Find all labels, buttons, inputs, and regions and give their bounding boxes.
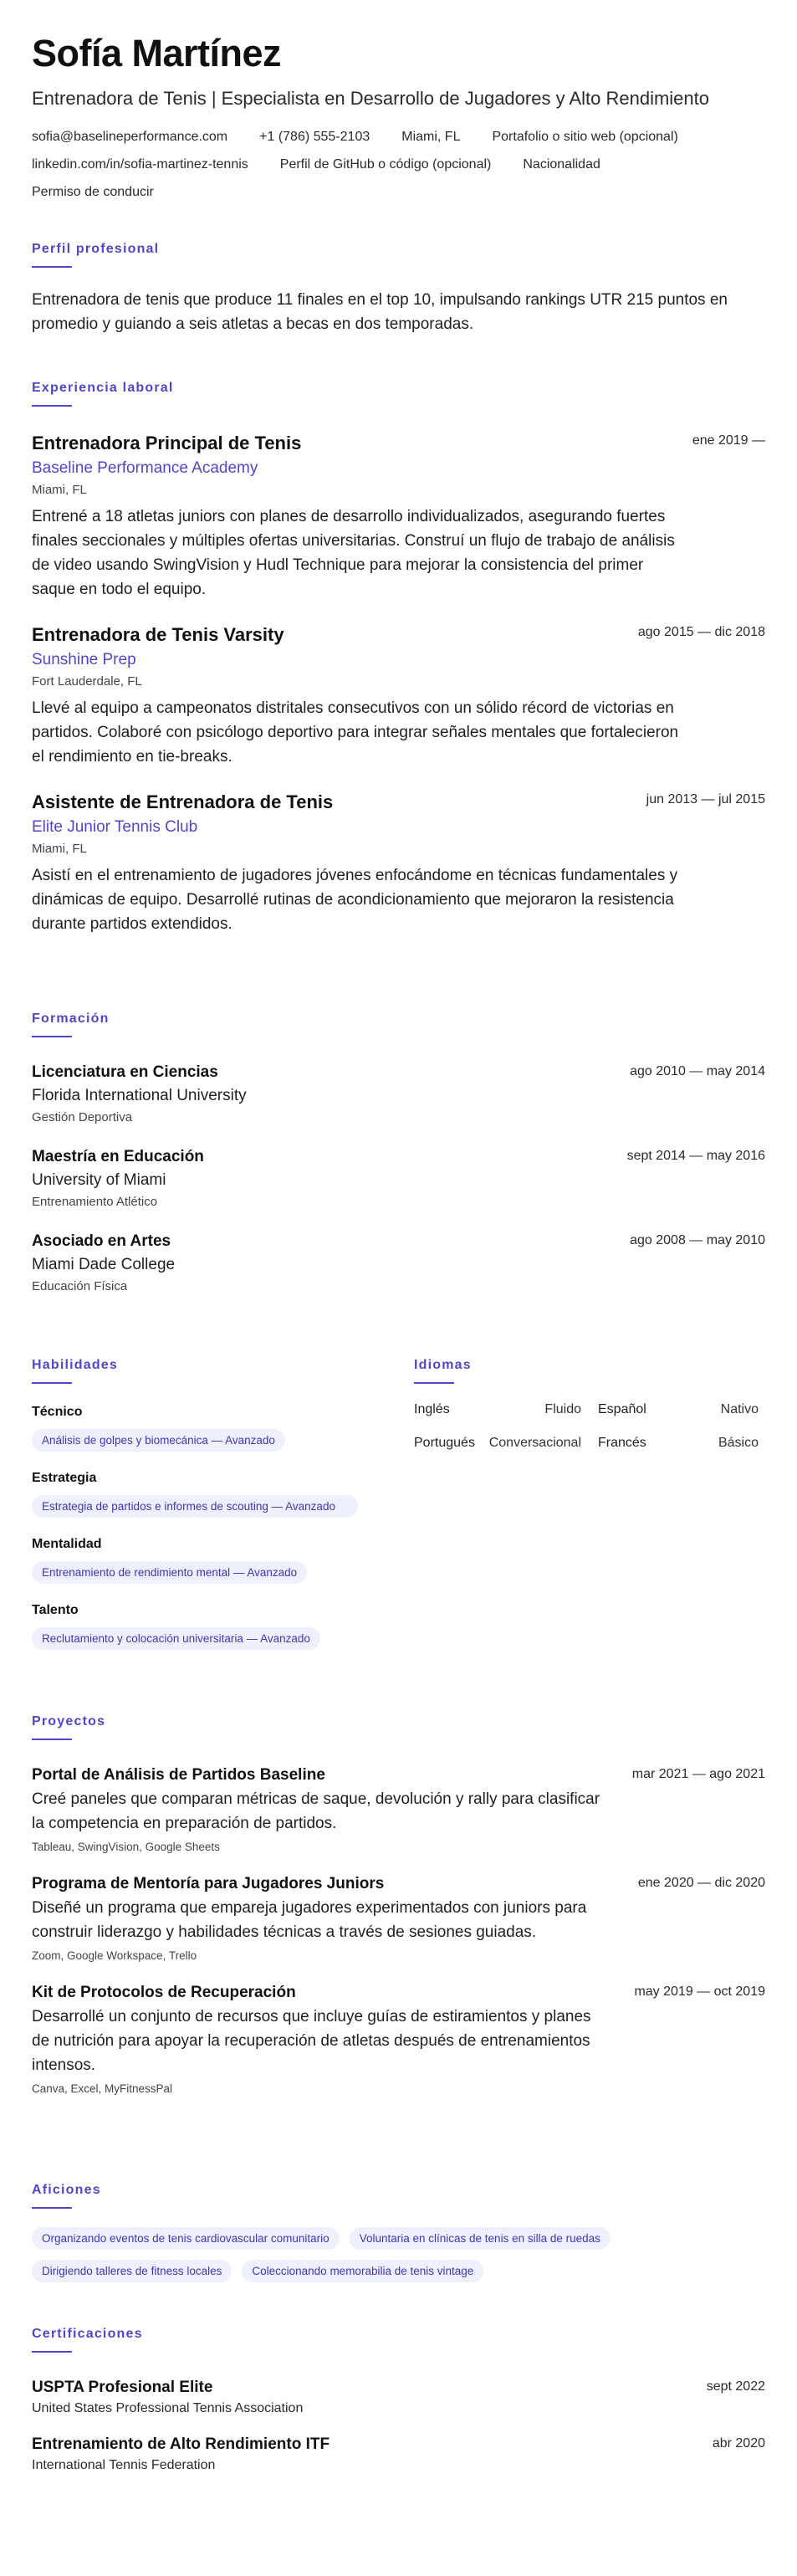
education-item xyxy=(32,1063,765,1127)
certification-item xyxy=(32,2435,765,2475)
project-name: Kit de Protocolos de Recuperación xyxy=(32,1984,296,2001)
education-dates: sept 2014 — may 2016 xyxy=(626,1149,765,1163)
project-dates: mar 2021 — ago 2021 xyxy=(631,1767,765,1781)
certification-issuer: United States Professional Tennis Association xyxy=(32,2401,304,2415)
job-dates: ene 2019 — xyxy=(692,433,765,448)
language-level: Conversacional xyxy=(488,1436,581,1450)
job-description: Llevé al equipo a campeonatos distritales consecutivos con un sólido récord de victorias en partidos. Colaboré con psicólogo deportivo para integrar señales mentales que fortalecieron el rendimiento en tie-breaks. xyxy=(32,699,679,766)
hobby-chip: Coleccionando memorabilia de tenis vintage xyxy=(242,2260,483,2282)
education-item xyxy=(32,1232,765,1296)
education-degree: Asociado en Artes xyxy=(32,1232,171,1250)
job-dates: jun 2013 — jul 2015 xyxy=(646,792,765,807)
job-role: Entrenadora Principal de Tenis xyxy=(32,433,302,453)
language-name: Inglés xyxy=(414,1402,450,1416)
section-title: Experiencia laboral xyxy=(32,381,174,395)
skill-category: Técnico xyxy=(32,1405,83,1419)
section-title: Formación xyxy=(32,1011,110,1026)
section-divider xyxy=(32,405,72,407)
language-level: Fluido xyxy=(544,1402,581,1416)
language-list xyxy=(414,1401,765,1452)
project-name: Programa de Mentoría para Jugadores Juniors xyxy=(32,1875,385,1892)
project-description: Diseñé un programa que empareja jugadores experimentados con juniors para construir liderazgo y habilidades técnicas a través de sesiones guiadas. xyxy=(32,1899,587,1941)
project-dates: may 2019 — oct 2019 xyxy=(634,1984,765,1999)
job-company: Sunshine Prep xyxy=(32,651,136,668)
job-location: Miami, FL xyxy=(32,483,87,497)
candidate-headline: Entrenadora de Tenis | Especialista en Desarrollo de Jugadores y Alto Rendimiento xyxy=(32,88,710,109)
experience-item xyxy=(32,791,765,936)
education-item xyxy=(32,1147,765,1211)
experience-section xyxy=(32,380,765,936)
education-degree: Licenciatura en Ciencias xyxy=(32,1063,218,1081)
project-tools: Canva, Excel, MyFitnessPal xyxy=(32,2082,173,2095)
section-divider xyxy=(32,1739,72,1740)
experience-item xyxy=(32,623,765,769)
section-divider xyxy=(414,1382,454,1384)
project-description: Desarrollé un conjunto de recursos que incluye guías de estiramientos y planes de nutrición para apoyar la recuperación de atletas después de entrenamientos intensos. xyxy=(32,2008,591,2074)
language-level: Nativo xyxy=(720,1402,759,1416)
hobby-chip: Dirigiendo talleres de fitness locales xyxy=(32,2260,232,2282)
education-school: University of Miami xyxy=(32,1171,166,1189)
skill-category: Mentalidad xyxy=(32,1537,102,1551)
education-school: Miami Dade College xyxy=(32,1256,176,1273)
contact-linkedin[interactable]: linkedin.com/in/sofia-martinez-tennis xyxy=(32,157,248,172)
language-level: Básico xyxy=(718,1436,759,1450)
contact-nationality: Nacionalidad xyxy=(523,157,600,172)
skill-category: Estrategia xyxy=(32,1471,97,1485)
skill-category: Talento xyxy=(32,1603,79,1617)
certification-date: sept 2022 xyxy=(706,2379,765,2394)
education-field: Entrenamiento Atlético xyxy=(32,1195,158,1209)
contact-email[interactable]: sofia@baselineperformance.com xyxy=(32,130,228,144)
skill-chip: Entrenamiento de rendimiento mental — Avanzado xyxy=(32,1561,307,1584)
project-item xyxy=(32,1983,765,2097)
experience-item xyxy=(32,432,765,602)
project-tools: Tableau, SwingVision, Google Sheets xyxy=(32,1841,220,1853)
education-field: Educación Física xyxy=(32,1279,128,1293)
job-description: Asistí en el entrenamiento de jugadores jóvenes enfocándome en técnicas fundamentales y dinámicas de equipo. Desarrollé rutinas de acondicionamiento que mejoraron la resistencia durante partidos extendidos. xyxy=(32,867,678,933)
education-degree: Maestría en Educación xyxy=(32,1148,204,1165)
project-dates: ene 2020 — dic 2020 xyxy=(637,1876,765,1890)
skill-chip: Análisis de golpes y biomecánica — Avanzado xyxy=(32,1429,285,1452)
section-title: Proyectos xyxy=(32,1714,106,1728)
candidate-name: Sofía Martínez xyxy=(32,32,282,74)
contact-github[interactable]: Perfil de GitHub o código (opcional) xyxy=(279,157,492,172)
project-name: Portal de Análisis de Partidos Baseline xyxy=(32,1766,325,1784)
section-title: Idiomas xyxy=(414,1358,472,1372)
job-dates: ago 2015 — dic 2018 xyxy=(637,625,765,639)
job-company: Elite Junior Tennis Club xyxy=(32,818,198,836)
certification-issuer: International Tennis Federation xyxy=(32,2458,216,2472)
skill-chip: Estrategia de partidos e informes de scouting — Avanzado xyxy=(32,1495,358,1518)
summary-text: Entrenadora de tenis que produce 11 finales en el top 10, impulsando rankings UTR 215 puntos en promedio y guiando a seis atletas a becas en dos temporadas. xyxy=(32,291,728,333)
contact-list xyxy=(32,129,751,200)
contact-location: Miami, FL xyxy=(401,130,461,144)
job-description: Entrené a 18 atletas juniors con planes de desarrollo individualizados, asegurando fuertes finales seccionales y múltiples ofertas universitarias. Construí un flujo de trabajo de análisis de video usando SwingVision y Hudl Technique para mejorar la consistencia del primer saque en todo el equipo. xyxy=(32,508,675,598)
certification-item xyxy=(32,2378,765,2418)
section-title: Habilidades xyxy=(32,1358,119,1372)
languages-section xyxy=(414,1357,765,1452)
job-company: Baseline Performance Academy xyxy=(32,459,258,477)
skill-chip: Reclutamiento y colocación universitaria — Avanzado xyxy=(32,1627,320,1650)
skills-section xyxy=(32,1357,383,1650)
section-title: Perfil profesional xyxy=(32,242,160,256)
project-item xyxy=(32,1874,765,1964)
contact-driving-license: Permiso de conducir xyxy=(32,185,154,199)
summary-section xyxy=(32,241,765,336)
education-dates: ago 2008 — may 2010 xyxy=(630,1233,765,1247)
section-title: Aficiones xyxy=(32,2183,101,2197)
skill-group xyxy=(32,1602,383,1650)
language-name: Portugués xyxy=(414,1436,475,1450)
certifications-section xyxy=(32,2326,765,2475)
section-divider xyxy=(32,266,72,268)
projects-section xyxy=(32,1713,765,2097)
section-divider xyxy=(32,1382,72,1384)
hobby-list xyxy=(32,2227,751,2282)
hobby-chip: Voluntaria en clínicas de tenis en silla de ruedas xyxy=(350,2227,611,2250)
project-description: Creé paneles que comparan métricas de saque, devolución y rally para clasificar la competencia en preparación de partidos. xyxy=(32,1790,600,1832)
education-field: Gestión Deportiva xyxy=(32,1110,133,1124)
project-tools: Zoom, Google Workspace, Trello xyxy=(32,1949,197,1962)
language-name: Francés xyxy=(598,1436,646,1450)
job-role: Asistente de Entrenadora de Tenis xyxy=(32,791,334,812)
contact-phone[interactable]: +1 (786) 555-2103 xyxy=(259,130,370,144)
job-role: Entrenadora de Tenis Varsity xyxy=(32,624,284,645)
hobby-chip: Organizando eventos de tenis cardiovascular comunitario xyxy=(32,2227,340,2250)
section-title: Certificaciones xyxy=(32,2327,143,2341)
section-divider xyxy=(32,2207,72,2209)
certification-date: abr 2020 xyxy=(712,2436,765,2451)
education-section xyxy=(32,1011,765,1296)
skill-group xyxy=(32,1536,383,1584)
education-dates: ago 2010 — may 2014 xyxy=(630,1064,765,1078)
section-divider xyxy=(32,1036,72,1037)
job-location: Miami, FL xyxy=(32,842,87,856)
project-item xyxy=(32,1765,765,1856)
contact-portfolio[interactable]: Portafolio o sitio web (opcional) xyxy=(492,130,678,144)
certification-name: Entrenamiento de Alto Rendimiento ITF xyxy=(32,2435,330,2453)
certification-name: USPTA Profesional Elite xyxy=(32,2379,213,2396)
skill-group xyxy=(32,1470,383,1518)
hobbies-section xyxy=(32,2182,765,2282)
language-name: Español xyxy=(598,1402,646,1416)
section-divider xyxy=(32,2351,72,2353)
job-location: Fort Lauderdale, FL xyxy=(32,674,142,689)
education-school: Florida International University xyxy=(32,1087,247,1104)
skill-group xyxy=(32,1404,383,1452)
